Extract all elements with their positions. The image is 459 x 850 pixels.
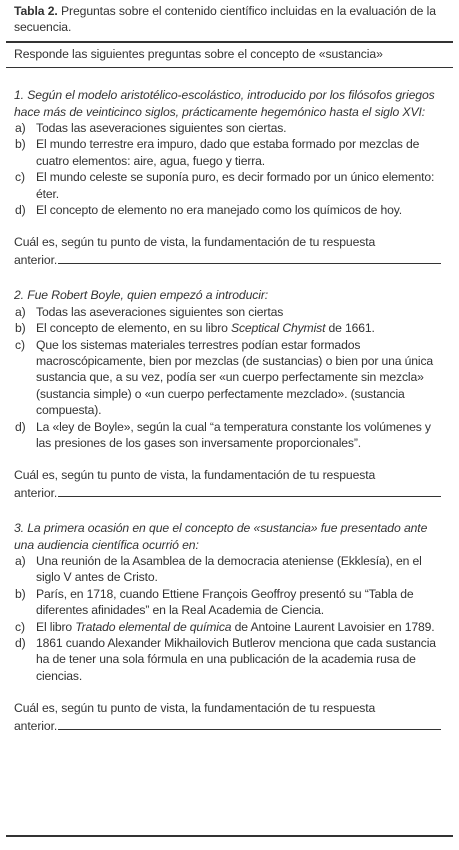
bottom-rule: [6, 835, 453, 837]
option-letter: d): [15, 636, 26, 650]
answer-prompt-word: anterior.: [14, 718, 58, 733]
option-item: [14, 136, 445, 169]
option-item: [14, 202, 445, 218]
book-title: Tratado elemental de química: [75, 619, 232, 634]
table-label: Tabla 2.: [14, 4, 58, 18]
book-title: Sceptical Chymist: [231, 321, 326, 336]
option-letter: d): [15, 203, 26, 218]
option-text: París, en 1718, cuando Ettiene François Geoffroy presentó su “Tabla de diferentes afinidades” en la Real Academia de Ciencia.: [36, 586, 414, 618]
option-item: [14, 120, 445, 136]
question-3-block: [6, 520, 453, 734]
answer-line-1[interactable]: [58, 251, 441, 264]
option-item: [14, 304, 445, 320]
option-letter: c): [15, 170, 25, 185]
header-rule: [6, 67, 453, 68]
option-letter: a): [15, 121, 26, 136]
answer-prompt-text: Cuál es, según tu punto de vista, la fundamentación de tu respuesta: [14, 701, 376, 716]
option-item: [14, 337, 445, 419]
option-letter: b): [15, 586, 26, 601]
question-3-text: 3. La primera ocasión en que el concepto de «sustancia» fue presentado ante una audiencia científica ocurrió en:: [14, 521, 428, 552]
option-letter: a): [15, 304, 26, 319]
option-letter: b): [15, 321, 26, 336]
option-text-tail: de 1661.: [325, 321, 375, 336]
option-text: El mundo terrestre era impuro, dado que estaba formado por mezclas de cuatro elementos: aire, agua, fuego y tierra.: [36, 137, 420, 168]
table-caption: [6, 0, 453, 36]
question-2-text: 2. Fue Robert Boyle, quien empezó a introducir:: [14, 288, 269, 303]
option-item: [14, 419, 445, 452]
answer-prompt-3: [14, 700, 445, 734]
question-2-block: [6, 287, 453, 501]
option-text: Una reunión de la Asamblea de la democracia ateniense (Ekklesía), en el siglo V antes de Cristo.: [36, 553, 422, 585]
option-letter: c): [15, 337, 25, 352]
option-item: [14, 619, 445, 635]
answer-prompt-word: anterior.: [14, 485, 58, 500]
option-text: Que los sistemas materiales terrestres podían estar formados macroscópicamente, bien por mezclas (de sustancias) o bien por una única sustancia que, a su vez, podía ser «un cuerpo perfectamente sin mezcla» (sustancia simple) o «un cuerpo perfectamente mezclado». (sustancia compuesta).: [36, 337, 434, 418]
question-2-options: [14, 304, 445, 452]
option-letter: d): [15, 419, 26, 434]
option-item: [14, 320, 445, 336]
option-text-tail: de Antoine Laurent Lavoisier en 1789.: [231, 619, 435, 634]
answer-prompt-text: Cuál es, según tu punto de vista, la fundamentación de tu respuesta: [14, 468, 376, 483]
option-item: [14, 586, 445, 619]
option-letter: a): [15, 553, 26, 568]
option-item: [14, 553, 445, 586]
option-item: [14, 635, 445, 684]
instructions: Responde las siguientes preguntas sobre el concepto de «sustancia»: [14, 46, 383, 61]
answer-line-3[interactable]: [58, 717, 441, 730]
question-1-text: 1. Según el modelo aristotélico-escolástico, introducido por los filósofos griegos hace más de veinticinco siglos, prácticamente hegemónico hasta el siglo XVI:: [14, 88, 435, 119]
option-text: Todas las aseveraciones siguientes son ciertas: [36, 304, 284, 319]
option-text: El libro: [36, 619, 76, 634]
option-letter: c): [15, 619, 25, 634]
question-3-options: [14, 553, 445, 684]
option-text: La «ley de Boyle», según la cual “a temperatura constante los volúmenes y las presiones de los gases son inversamente proporcionales”.: [36, 419, 431, 450]
option-text: El mundo celeste se suponía puro, es decir formado por un único elemento: éter.: [36, 170, 435, 201]
option-text: El concepto de elemento, en su libro: [36, 321, 231, 336]
answer-prompt-word: anterior.: [14, 252, 58, 267]
table-caption-text: Preguntas sobre el contenido científico incluidas en la evaluación de la secuencia.: [14, 4, 436, 35]
answer-prompt-2: [14, 467, 445, 501]
option-text: 1861 cuando Alexander Mikhailovich Butlerov menciona que cada sustancia ha de tener una sola fórmula en una publicación de la academia rusa de ciencias.: [36, 636, 436, 683]
option-text: Todas las aseveraciones siguientes son ciertas.: [36, 121, 287, 136]
option-letter: b): [15, 137, 26, 152]
answer-line-2[interactable]: [58, 484, 441, 497]
question-1-block: [6, 87, 453, 268]
option-item: [14, 169, 445, 202]
option-text: El concepto de elemento no era manejado como los químicos de hoy.: [36, 203, 403, 218]
answer-prompt-text: Cuál es, según tu punto de vista, la fundamentación de tu respuesta: [14, 235, 376, 250]
question-1-options: [14, 120, 445, 218]
answer-prompt-1: [14, 234, 445, 268]
